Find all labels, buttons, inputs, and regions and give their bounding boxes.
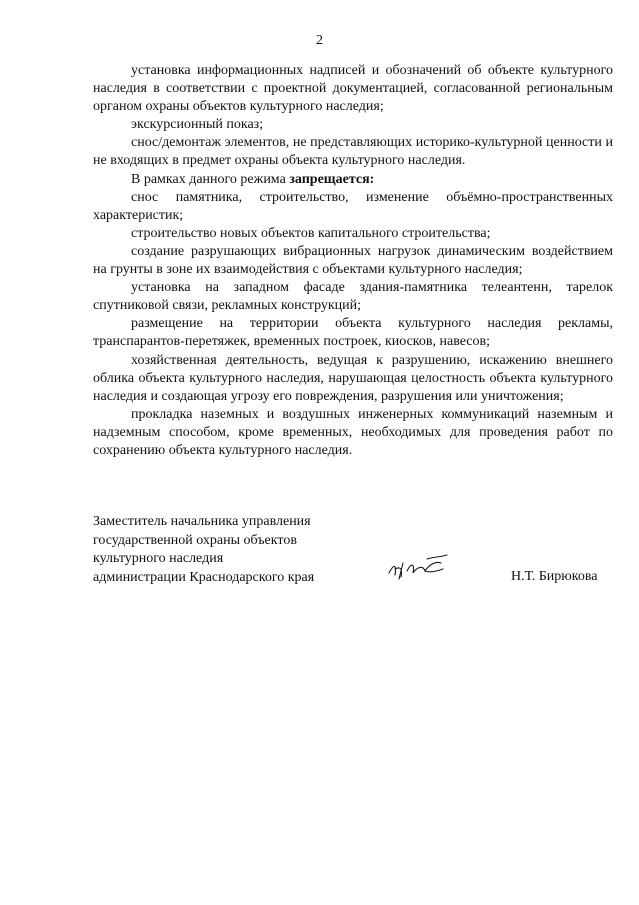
handwritten-signature bbox=[385, 551, 451, 583]
prohibited-item-vibration: создание разрушающих вибрационных нагрузок динамическим воздействием на грунты в зоне их взаимодействия с объектами культурного наследия; bbox=[93, 243, 613, 278]
signatory-position-line: культурного наследия bbox=[93, 551, 224, 566]
signatory-position-line: администрации Краснодарского края bbox=[93, 569, 315, 585]
paragraph-demolition-elements: снос/демонтаж элементов, не представляющих историко-культурной ценности и не входящих в предмет охраны объекта культурного наследия. bbox=[93, 135, 613, 169]
regime-prohibited-label: запрещается: bbox=[289, 171, 375, 187]
page-number: 2 bbox=[316, 33, 323, 48]
paragraph-info-signs: установка информационных надписей и обозначений об объекте культурного наследия в соответствии с проектной документацией, согласованной региональным органом охраны объектов культурного наследия; bbox=[93, 63, 613, 115]
prohibited-item-demolition: снос памятника, строительство, изменение объёмно-пространственных характеристик; bbox=[93, 189, 613, 223]
prohibited-item-antennas: установка на западном фасаде здания-памятника телеантенн, тарелок спутниковой связи, рекламных конструкций; bbox=[93, 280, 613, 314]
signatory-position-line: Заместитель начальника управления bbox=[93, 514, 311, 529]
signatory-position-line: государственной охраны объектов bbox=[93, 532, 297, 548]
regime-intro-text: В рамках данного режима bbox=[131, 171, 290, 187]
document-body bbox=[93, 62, 613, 460]
paragraph-excursion: экскурсионный показ; bbox=[131, 117, 264, 133]
prohibited-item-economic-activity: хозяйственная деятельность, ведущая к разрушению, искажению внешнего облика объекта культурного наследия, нарушающая целостность объекта культурного наследия и создающая угрозу его повреждения, разрушения или уничтожения; bbox=[93, 352, 613, 404]
signatory-position bbox=[93, 513, 353, 587]
prohibited-item-utilities: прокладка наземных и воздушных инженерных коммуникаций наземным и надземным способом, кроме временных, необходимых для проведения работ по сохранению объекта культурного наследия. bbox=[93, 406, 613, 458]
prohibited-item-new-construction: строительство новых объектов капитального строительства; bbox=[131, 225, 491, 241]
signatory-name: Н.Т. Бирюкова bbox=[511, 569, 598, 584]
prohibited-item-advertising: размещение на территории объекта культурного наследия рекламы, транспарантов-перетяжек, временных построек, киосков, навесов; bbox=[93, 316, 613, 350]
signature-block bbox=[93, 513, 613, 587]
paragraph-regime-intro bbox=[93, 171, 613, 189]
